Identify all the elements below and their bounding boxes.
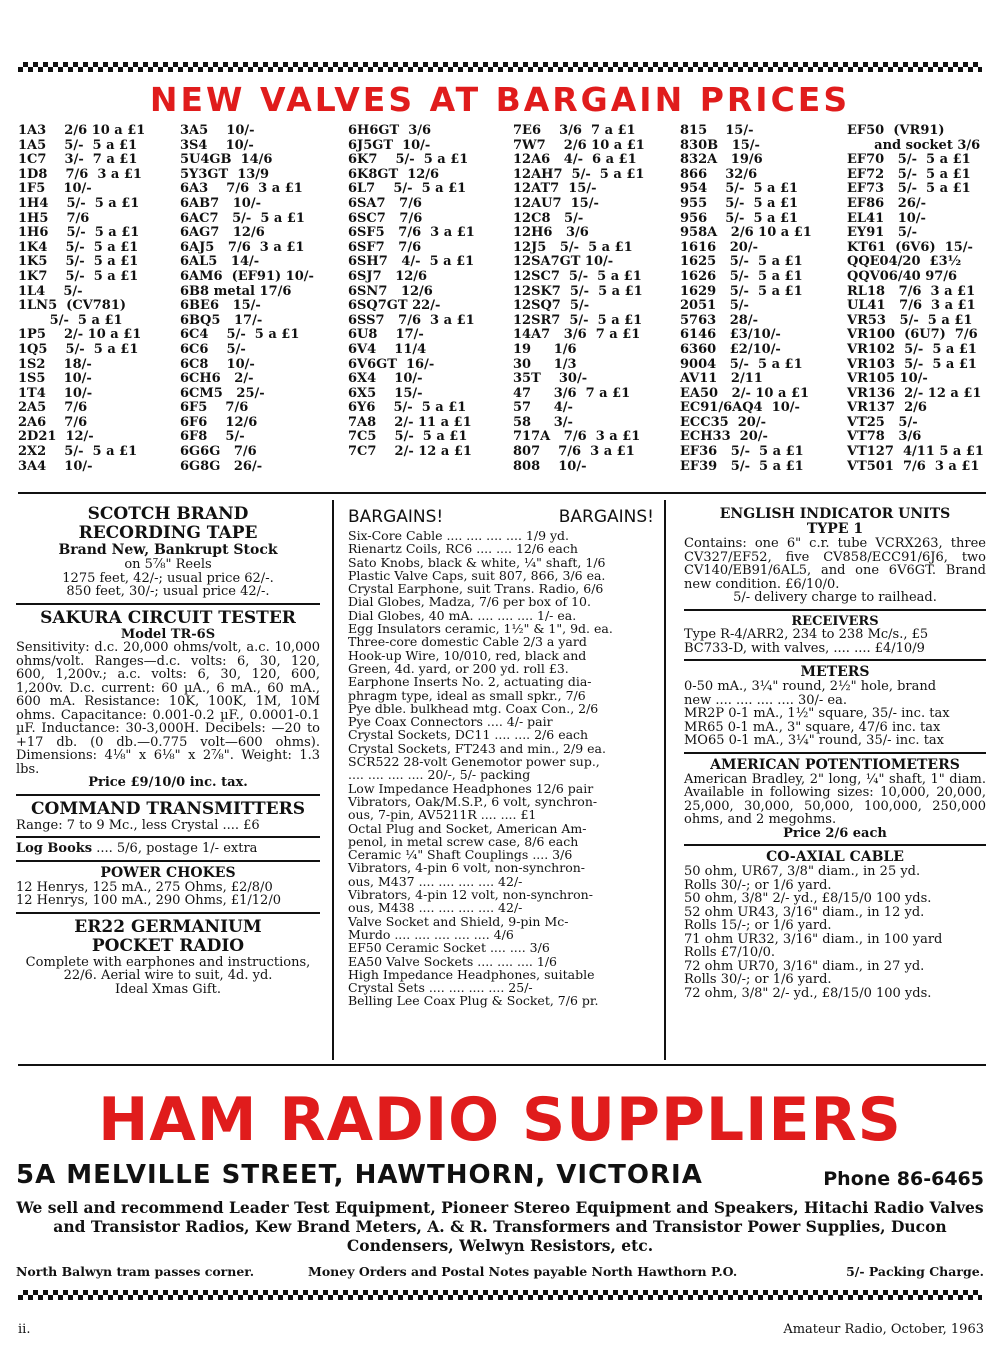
- meters-line: 0-50 mA., 3¼" round, 2½" hole, brand: [684, 679, 937, 694]
- valve-entry: 6G8G 26/-: [180, 458, 263, 474]
- bargain-item: Earphone Inserts No. 2, actuating dia-: [348, 674, 592, 690]
- valve-entry: VR100 (6U7) 7/6: [847, 327, 978, 343]
- bargain-item: Pye Coax Connectors .... 4/- pair: [348, 714, 553, 730]
- bargains-column: [348, 507, 654, 1008]
- valve-entry: 6F8 5/-: [180, 429, 245, 445]
- bargain-item: ous, M438 .... .... .... .... 42/-: [348, 900, 523, 916]
- bargain-item: Pye dble. bulkhead mtg. Coax Con., 2/6: [348, 700, 599, 716]
- valve-entry: 1L4 5/-: [18, 283, 83, 299]
- valve-entry: 6X5 15/-: [348, 385, 423, 401]
- valve-entry: 6SN7 12/6: [348, 283, 433, 299]
- valve-entry: 12AT7 15/-: [513, 181, 597, 197]
- valve-entry: 956 5/- 5 a £1: [680, 210, 799, 226]
- bargain-item: .... .... .... .... 20/-, 5/- packing: [348, 767, 531, 783]
- left-column: [16, 505, 320, 996]
- valve-entry: 6BQ5 17/-: [180, 312, 263, 328]
- valve-entry: 6SJ7 12/6: [348, 268, 428, 284]
- checker-border-top: [18, 62, 982, 72]
- english-delivery: 5/- delivery charge to railhead.: [733, 590, 937, 605]
- valve-entry: 1T4 10/-: [18, 385, 93, 401]
- section-divider: [16, 603, 320, 605]
- valve-column-3: [348, 124, 475, 460]
- valve-column-4: [513, 124, 645, 474]
- page-headline: NEW VALVES AT BARGAIN PRICES: [149, 80, 851, 119]
- receivers-line: Type R-4/ARR2, 234 to 238 Mc/s., £5: [684, 627, 929, 642]
- bargain-item: ous, 7-pin, AV5211R .... .... £1: [348, 807, 537, 823]
- section-divider: [16, 912, 320, 914]
- valve-entry: 2A6 7/6: [18, 414, 88, 430]
- english-body: Contains: one 6" c.r. tube VCRX263, three CV327/EF52, five CV858/ECC91/6J6, two CV140/EB91/6AL5, and one 6V6GT. Brand new condition. £6/10/0.: [684, 536, 986, 592]
- sakura-specs: Sensitivity: d.c. 20,000 ohms/volt, a.c. 10,000 ohms/volt. Ranges—d.c. volts: 6, 30, 120, 600, 1,200v.; a.c. volts: 6, 30, 120, 600, 1,200v. D.c. current: 60 µA., 6 mA., 60 mA., 600 mA. Resistance: 10K, 100K, 1M, 10M ohms. Capacitance: 0.001-0.2 µF., 0.0001-0.1 µF. Inductance: 30-3,000H. Decibels: —20 to +17 db. (0 db.—0.775 volt—600 ohms). Dimensions: 4⅛" x 6⅛" x 2⅞". Weight: 1.3 lbs.: [16, 640, 320, 777]
- valve-entry: 6G6G 7/6: [180, 444, 257, 460]
- scotch-subtitle: RECORDING TAPE: [78, 523, 258, 543]
- valve-entry: ECC35 20/-: [680, 414, 766, 430]
- valve-entry: 807 7/6 3 a £1: [513, 444, 635, 460]
- er22-radio-ad: [16, 918, 320, 997]
- valve-entry: 1K4 5/- 5 a £1: [18, 239, 139, 255]
- valve-entry: 808 10/-: [513, 458, 587, 474]
- scotch-condition: Brand New, Bankrupt Stock: [58, 542, 278, 558]
- valve-entry: VR53 5/- 5 a £1: [847, 312, 973, 328]
- valve-entry: 6F6 12/6: [180, 414, 258, 430]
- valve-entry: 6146 £3/10/-: [680, 327, 781, 343]
- bargain-item: Rienartz Coils, RC6 .... .... 12/6 each: [348, 541, 578, 557]
- valve-entry: RL18 7/6 3 a £1: [847, 283, 976, 299]
- bargain-item: Crystal Sockets, FT243 and min., 2/9 ea.: [348, 740, 606, 756]
- valve-entry: 6C8 10/-: [180, 356, 255, 372]
- valve-entry: 6BE6 15/-: [180, 298, 261, 314]
- bargain-item: Egg Insulators ceramic, 1½" & 1", 9d. ea.: [348, 621, 613, 637]
- log-books-text: .... 5/6, postage 1/- extra: [96, 841, 258, 856]
- valve-entry: 1D8 7/6 3 a £1: [18, 166, 142, 182]
- valve-entry: 14A7 3/6 7 a £1: [513, 327, 641, 343]
- valve-entry: 1H4 5/- 5 a £1: [18, 195, 140, 211]
- section-divider: [684, 659, 986, 661]
- receivers-line: BC733-D, with valves, .... .... £4/10/9: [684, 640, 925, 656]
- valve-entry: 12SQ7 5/-: [513, 298, 590, 314]
- valve-entry: EF36 5/- 5 a £1: [680, 444, 804, 460]
- meters-title: METERS: [800, 664, 870, 680]
- valve-column-6: [847, 124, 984, 474]
- valve-entry: EY91 5/-: [847, 225, 918, 241]
- valve-entry: 1S2 18/-: [18, 356, 92, 372]
- valve-entry: EF50 (VR91): [847, 123, 945, 138]
- bargain-item: ous, M437 .... .... .... .... 42/-: [348, 873, 523, 889]
- english-subtitle: TYPE 1: [806, 521, 864, 537]
- scotch-reels: on 5⅞" Reels: [124, 557, 212, 572]
- coax-line: 72 ohm UR70, 3/16" diam., in 27 yd.: [684, 958, 925, 974]
- company-phone: Phone 86-6465: [823, 1168, 984, 1190]
- valve-entry: EC91/6AQ4 10/-: [680, 400, 800, 416]
- valve-entry: 2D21 12/-: [18, 429, 94, 445]
- chokes-line: 12 Henrys, 125 mA., 275 Ohms, £2/8/0: [16, 879, 273, 895]
- valve-entry: 6AG7 12/6: [180, 225, 265, 241]
- valve-entry: 6X4 10/-: [348, 371, 423, 387]
- chokes-line: 12 Henrys, 100 mA., 290 Ohms, £1/12/0: [16, 893, 281, 908]
- bargain-item: Murdo .... .... .... .... .... 4/6: [348, 926, 514, 942]
- valve-entry: 6L7 5/- 5 a £1: [348, 181, 467, 197]
- valve-entry: 57 4/-: [513, 400, 573, 416]
- sakura-title: SAKURA CIRCUIT TESTER: [40, 607, 296, 628]
- bargain-item: Crystal Sets .... .... .... .... 25/-: [348, 980, 533, 996]
- bargain-item: Octal Plug and Socket, American Am-: [348, 820, 587, 836]
- valve-entry: 1H5 7/6: [18, 210, 90, 226]
- valve-entry: 12C8 5/-: [513, 210, 584, 226]
- valve-entry: 1A3 2/6 10 a £1: [18, 123, 146, 138]
- er22-body: Complete with earphones and instructions, 22/6. Aerial wire to suit, 4d. yd.: [25, 954, 311, 983]
- valve-entry: 6V4 11/4: [348, 341, 427, 357]
- valve-entry: 6Y6 5/- 5 a £1: [348, 400, 467, 416]
- coax-line: 50 ohm, UR67, 3/8" diam., in 25 yd.: [684, 864, 921, 879]
- bargain-item: Valve Socket and Shield, 9-pin Mc-: [348, 913, 569, 929]
- valve-entry: 6SA7 7/6: [348, 195, 422, 211]
- divider-vertical-left: [332, 500, 334, 1060]
- meters-line: MO65 0-1 mA., 3¼" round, 35/- inc. tax: [684, 733, 945, 748]
- valve-entry: 12AU7 15/-: [513, 195, 599, 211]
- valve-entry: 6V6GT 16/-: [348, 356, 435, 372]
- potentiometers-title: AMERICAN POTENTIOMETERS: [710, 756, 960, 773]
- bargains-title: BARGAINS!: [348, 507, 444, 527]
- coax-line: 50 ohm, 3/8" 2/- yd., £8/15/0 100 yds.: [684, 891, 932, 906]
- section-divider: [16, 836, 320, 838]
- valve-entry: 2X2 5/- 5 a £1: [18, 444, 138, 460]
- meters-line: new .... .... .... .... 30/- ea.: [684, 692, 847, 708]
- valve-entry: 35T 30/-: [513, 371, 588, 387]
- valve-entry: 6SQ7GT 22/-: [348, 298, 441, 314]
- coax-title: CO-AXIAL CABLE: [766, 849, 904, 865]
- bargain-item: Vibrators, Oak/M.S.P., 6 volt, synchron-: [348, 793, 598, 809]
- log-books-label: Log Books: [16, 841, 93, 856]
- coax-line: Rolls 15/-; or 1/6 yard.: [684, 918, 832, 933]
- valve-column-1: [18, 124, 145, 474]
- valve-entry: VR136 2/- 12 a £1: [847, 385, 982, 401]
- valve-entry: 6SS7 7/6 3 a £1: [348, 312, 475, 328]
- valve-entry: 12H6 3/6: [513, 225, 589, 241]
- valve-entry: 7C5 5/- 5 a £1: [348, 429, 468, 445]
- valve-entry: 717A 7/6 3 a £1: [513, 429, 641, 445]
- command-title: COMMAND TRANSMITTERS: [31, 798, 305, 819]
- valve-entry: 866 32/6: [680, 166, 758, 182]
- bargain-item: SCR522 28-volt Genemotor power sup.,: [348, 754, 600, 770]
- footer-tram: North Balwyn tram passes corner.: [16, 1264, 255, 1279]
- valve-entry: 30 1/3: [513, 356, 577, 372]
- valve-entry: VR102 5/- 5 a £1: [847, 341, 977, 357]
- valve-entry: 1S5 10/-: [18, 371, 92, 387]
- valve-entry: 1F5 10/-: [18, 181, 92, 197]
- bargain-item: Dial Globes, Madza, 7/6 per box of 10.: [348, 594, 591, 610]
- bargains-list: [348, 529, 654, 1008]
- valve-entry: 6A3 7/6 3 a £1: [180, 181, 303, 197]
- bargain-item: Hook-up Wire, 10/010, red, black and: [348, 647, 587, 663]
- bargain-item: Ceramic ¼" Shaft Couplings .... 3/6: [348, 847, 573, 863]
- valve-entry: 6SC7 7/6: [348, 210, 423, 226]
- valve-entry: 1P5 2/- 10 a £1: [18, 327, 142, 343]
- bargains-title: BARGAINS!: [558, 507, 654, 527]
- valve-entry: EF70 5/- 5 a £1: [847, 152, 971, 168]
- divider-horizontal: [18, 492, 986, 494]
- valve-entry: VR137 2/6: [847, 400, 927, 416]
- er22-gift: Ideal Xmas Gift.: [114, 981, 222, 997]
- bargain-item: Vibrators, 4-pin 6 volt, non-synchron-: [348, 860, 586, 876]
- valve-entry: 7E6 3/6 7 a £1: [513, 123, 636, 138]
- command-transmitters-ad: [16, 800, 320, 833]
- bargain-item: Vibrators, 4-pin 12 volt, non-synchron-: [348, 887, 593, 903]
- valve-entry: 9004 5/- 5 a £1: [680, 356, 803, 372]
- sakura-price: Price £9/10/0 inc. tax.: [88, 775, 248, 790]
- valve-entry: 1H6 5/- 5 a £1: [18, 225, 140, 241]
- valve-entry: VT127 4/11 5 a £1: [847, 444, 984, 460]
- valve-entry: 6CH6 2/-: [180, 371, 254, 387]
- footer-packing: 5/- Packing Charge.: [846, 1264, 984, 1279]
- bargain-item: Crystal Sockets, DC11 .... .... 2/6 each: [348, 727, 589, 743]
- valve-entry: 955 5/- 5 a £1: [680, 195, 799, 211]
- coax-line: 52 ohm UR43, 3/16" diam., in 12 yd.: [684, 904, 925, 920]
- valve-entry: 19 1/6: [513, 341, 577, 357]
- valve-entry: 1629 5/- 5 a £1: [680, 283, 803, 299]
- potentiometers-body: American Bradley, 2" long, ¼" shaft, 1" diam. Available in following sizes: 10,000, 20,000, 25,000, 30,000, 50,000, 100,000, 250,000 ohms, and 2 megohms.: [684, 771, 986, 827]
- bargain-item: EF50 Ceramic Socket .... .... 3/6: [348, 940, 550, 956]
- valve-entry: 6U8 17/-: [348, 327, 424, 343]
- sakura-tester-ad: [16, 609, 320, 790]
- valve-entry: 2051 5/-: [680, 298, 749, 314]
- scotch-line: 1275 feet, 42/-; usual price 62/-.: [62, 570, 274, 586]
- section-divider: [684, 844, 986, 846]
- valve-entry: VR103 5/- 5 a £1: [847, 356, 977, 372]
- valve-entry: UL41 7/6 3 a £1: [847, 298, 976, 314]
- page-number: ii.: [18, 1322, 31, 1337]
- valve-entry: 6CM5 25/-: [180, 385, 265, 401]
- valve-entry: 958A 2/6 10 a £1: [680, 225, 812, 241]
- bargain-item: Six-Core Cable .... .... .... .... 1/9 yd.: [348, 528, 570, 543]
- valve-entry: ECH33 20/-: [680, 429, 768, 445]
- valve-entry: 6SF7 7/6: [348, 239, 422, 255]
- potentiometers-price: Price 2/6 each: [783, 825, 887, 841]
- valve-entry: 1K5 5/- 5 a £1: [18, 254, 139, 270]
- valve-entry: 7W7 2/6 10 a £1: [513, 137, 645, 153]
- valve-entry: 1LN5 (CV781): [18, 298, 127, 314]
- valve-entry: EF39 5/- 5 a £1: [680, 458, 804, 474]
- valve-entry: 3S4 10/-: [180, 137, 254, 153]
- valve-entry: QQV06/40 97/6: [847, 268, 958, 284]
- valve-entry: 954 5/- 5 a £1: [680, 181, 799, 197]
- valve-entry: and socket 3/6: [847, 137, 981, 153]
- right-column: [684, 507, 986, 1000]
- meters-line: MR65 0-1 mA., 3" square, 47/6 inc. tax: [684, 719, 941, 735]
- valve-entry: 7C7 2/- 12 a £1: [348, 444, 472, 460]
- valve-entry: 6F5 7/6: [180, 400, 249, 416]
- valve-entry: 1K7 5/- 5 a £1: [18, 268, 139, 284]
- valve-entry: VT501 7/6 3 a £1: [847, 458, 980, 474]
- valve-entry: 6SH7 4/- 5 a £1: [348, 254, 475, 270]
- scotch-line: 850 feet, 30/-; usual price 42/-.: [66, 584, 270, 599]
- scotch-tape-ad: [16, 505, 320, 599]
- valve-entry: 6B8 metal 17/6: [180, 283, 292, 299]
- checker-border-bottom: [18, 1290, 982, 1300]
- bargain-item: EA50 Valve Sockets .... .... .... 1/6: [348, 953, 557, 969]
- valve-entry: 6360 £2/10/-: [680, 341, 781, 357]
- valve-entry: 1616 20/-: [680, 239, 758, 255]
- valve-entry: 12AH7 5/- 5 a £1: [513, 166, 645, 182]
- bargain-item: Plastic Valve Caps, suit 807, 866, 3/6 ea.: [348, 567, 606, 583]
- valve-entry: 6AL5 14/-: [180, 254, 260, 270]
- coax-line: Rolls 30/-; or 1/6 yard.: [684, 877, 832, 893]
- valve-entry: 6C4 5/- 5 a £1: [180, 327, 300, 343]
- bargain-item: Sato Knobs, black & white, ¼" shaft, 1/6: [348, 554, 606, 570]
- power-chokes-ad: [16, 866, 320, 908]
- valve-entry: 12A6 4/- 6 a £1: [513, 152, 637, 168]
- section-divider: [684, 609, 986, 611]
- valve-entry: VR105 10/-: [847, 371, 928, 387]
- valve-entry: EL41 10/-: [847, 210, 926, 226]
- company-name: HAM RADIO SUPPLIERS: [98, 1085, 902, 1155]
- valve-entry: 3A4 10/-: [18, 458, 93, 474]
- sakura-model: Model TR-6S: [120, 626, 216, 642]
- valve-entry: 5763 28/-: [680, 312, 758, 328]
- er22-title: ER22 GERMANIUM: [74, 916, 262, 937]
- command-range: Range: 7 to 9 Mc., less Crystal .... £6: [16, 817, 260, 833]
- valve-entry: 1Q5 5/- 5 a £1: [18, 341, 139, 357]
- scotch-title: SCOTCH BRAND: [87, 504, 249, 524]
- bargain-item: penol, in metal screw case, 8/6 each: [348, 833, 579, 849]
- valve-entry: KT61 (6V6) 15/-: [847, 239, 973, 255]
- receivers-title: RECEIVERS: [791, 613, 879, 629]
- bargain-item: Green, 4d. yard, or 200 yd. roll £3.: [348, 660, 569, 676]
- valve-entry: 6J5GT 10/-: [348, 137, 431, 153]
- section-divider: [16, 794, 320, 796]
- valve-entry: 5U4GB 14/6: [180, 152, 273, 168]
- valve-entry: 58 3/-: [513, 414, 573, 430]
- valve-entry: 1626 5/- 5 a £1: [680, 268, 803, 284]
- valve-entry: EA50 2/- 10 a £1: [680, 385, 810, 401]
- valve-entry: 6AM6 (EF91) 10/-: [180, 268, 314, 284]
- coax-line: Rolls 30/-; or 1/6 yard.: [684, 972, 832, 987]
- valve-entry: 12SK7 5/- 5 a £1: [513, 283, 643, 299]
- valve-column-5: [680, 124, 812, 474]
- english-indicator-ad: [684, 507, 986, 605]
- valve-entry: 1A5 5/- 5 a £1: [18, 137, 138, 153]
- coax-line: 72 ohm, 3/8" 2/- yd., £8/15/0 100 yds.: [684, 985, 932, 1001]
- valve-entry: 47 3/6 7 a £1: [513, 385, 631, 401]
- coax-list: [684, 865, 986, 1000]
- section-divider: [16, 860, 320, 862]
- valve-entry: 6K8GT 12/6: [348, 166, 440, 182]
- valve-entry: 12J5 5/- 5 a £1: [513, 239, 633, 255]
- valve-entry: 12SR7 5/- 5 a £1: [513, 312, 643, 328]
- valve-column-2: [180, 124, 314, 474]
- valve-entry: 6SF5 7/6 3 a £1: [348, 225, 475, 241]
- valve-entry: 12SC7 5/- 5 a £1: [513, 268, 642, 284]
- meters-line: MR2P 0-1 mA., 1½" square, 35/- inc. tax: [684, 706, 950, 721]
- bargain-item: Three-core domestic Cable 2/3 a yard: [348, 634, 587, 650]
- valve-entry: EF73 5/- 5 a £1: [847, 181, 971, 197]
- english-title: ENGLISH INDICATOR UNITS: [719, 506, 951, 522]
- section-divider: [684, 752, 986, 754]
- company-tagline: We sell and recommend Leader Test Equipment, Pioneer Stereo Equipment and Speakers, Hitachi Radio Valves and Transistor Radios, Kew Brand Meters, A. & R. Transformers and Transistor Power Supplies, Ducon Condensers, Welwyn Resistors, etc.: [16, 1198, 984, 1255]
- valve-entry: 830B 15/-: [680, 137, 760, 153]
- bargain-item: High Impedance Headphones, suitable: [348, 966, 595, 982]
- valve-entry: EF72 5/- 5 a £1: [847, 166, 971, 182]
- company-address: 5A MELVILLE STREET, HAWTHORN, VICTORIA: [16, 1160, 703, 1190]
- bargains-header: [348, 507, 654, 527]
- divider-vertical-right: [664, 500, 666, 1060]
- potentiometers-ad: [684, 758, 986, 841]
- coax-cable-ad: [684, 850, 986, 1000]
- valve-entry: 1C7 3/- 7 a £1: [18, 152, 138, 168]
- valve-entry: AV11 2/11: [680, 371, 763, 387]
- chokes-title: POWER CHOKES: [100, 864, 236, 881]
- valve-entry: 5Y3GT 13/9: [180, 166, 270, 182]
- valve-entry: 6C6 5/-: [180, 341, 246, 357]
- valve-price-list: [18, 124, 988, 479]
- valve-entry: 6AJ5 7/6 3 a £1: [180, 239, 305, 255]
- bargain-item: Dial Globes, 40 mA. .... .... .... 1/- ea.: [348, 607, 577, 623]
- valve-entry: 1625 5/- 5 a £1: [680, 254, 803, 270]
- er22-subtitle: POCKET RADIO: [91, 935, 245, 956]
- bargain-item: Low Impedance Headphones 12/6 pair: [348, 780, 594, 796]
- log-books-ad: [16, 842, 320, 856]
- bargain-item: Belling Lee Coax Plug & Socket, 7/6 pr.: [348, 993, 599, 1009]
- valve-entry: 2A5 7/6: [18, 400, 88, 416]
- valve-entry: 7A8 2/- 11 a £1: [348, 414, 472, 430]
- valve-entry: 6H6GT 3/6: [348, 123, 432, 138]
- valve-entry: 815 15/-: [680, 123, 754, 138]
- meters-ad: [684, 665, 986, 748]
- magazine-credit: Amateur Radio, October, 1963: [783, 1322, 984, 1337]
- bargain-item: Crystal Earphone, suit Trans. Radio, 6/6: [348, 581, 604, 597]
- valve-entry: 6AC7 5/- 5 a £1: [180, 210, 305, 226]
- divider-horizontal: [18, 1064, 986, 1066]
- valve-entry: 12SA7GT 10/-: [513, 254, 614, 270]
- valve-entry: 832A 19/6: [680, 152, 763, 168]
- valve-entry: QQE04/20 £3½: [847, 254, 962, 270]
- receivers-ad: [684, 615, 986, 656]
- valve-entry: 5/- 5 a £1: [18, 312, 123, 328]
- footer-money-orders: Money Orders and Postal Notes payable North Hawthorn P.O.: [308, 1264, 738, 1279]
- coax-line: 71 ohm UR32, 3/16" diam., in 100 yard: [684, 931, 943, 947]
- valve-entry: 6K7 5/- 5 a £1: [348, 152, 469, 168]
- bargain-item: phragm type, ideal as small spkr., 7/6: [348, 687, 586, 703]
- valve-entry: EF86 26/-: [847, 195, 927, 211]
- coax-line: Rolls £7/10/0.: [684, 945, 775, 960]
- valve-entry: VT78 3/6: [847, 429, 922, 445]
- valve-entry: 3A5 10/-: [180, 123, 255, 138]
- valve-entry: VT25 5/-: [847, 414, 918, 430]
- valve-entry: 6AB7 10/-: [180, 195, 261, 211]
